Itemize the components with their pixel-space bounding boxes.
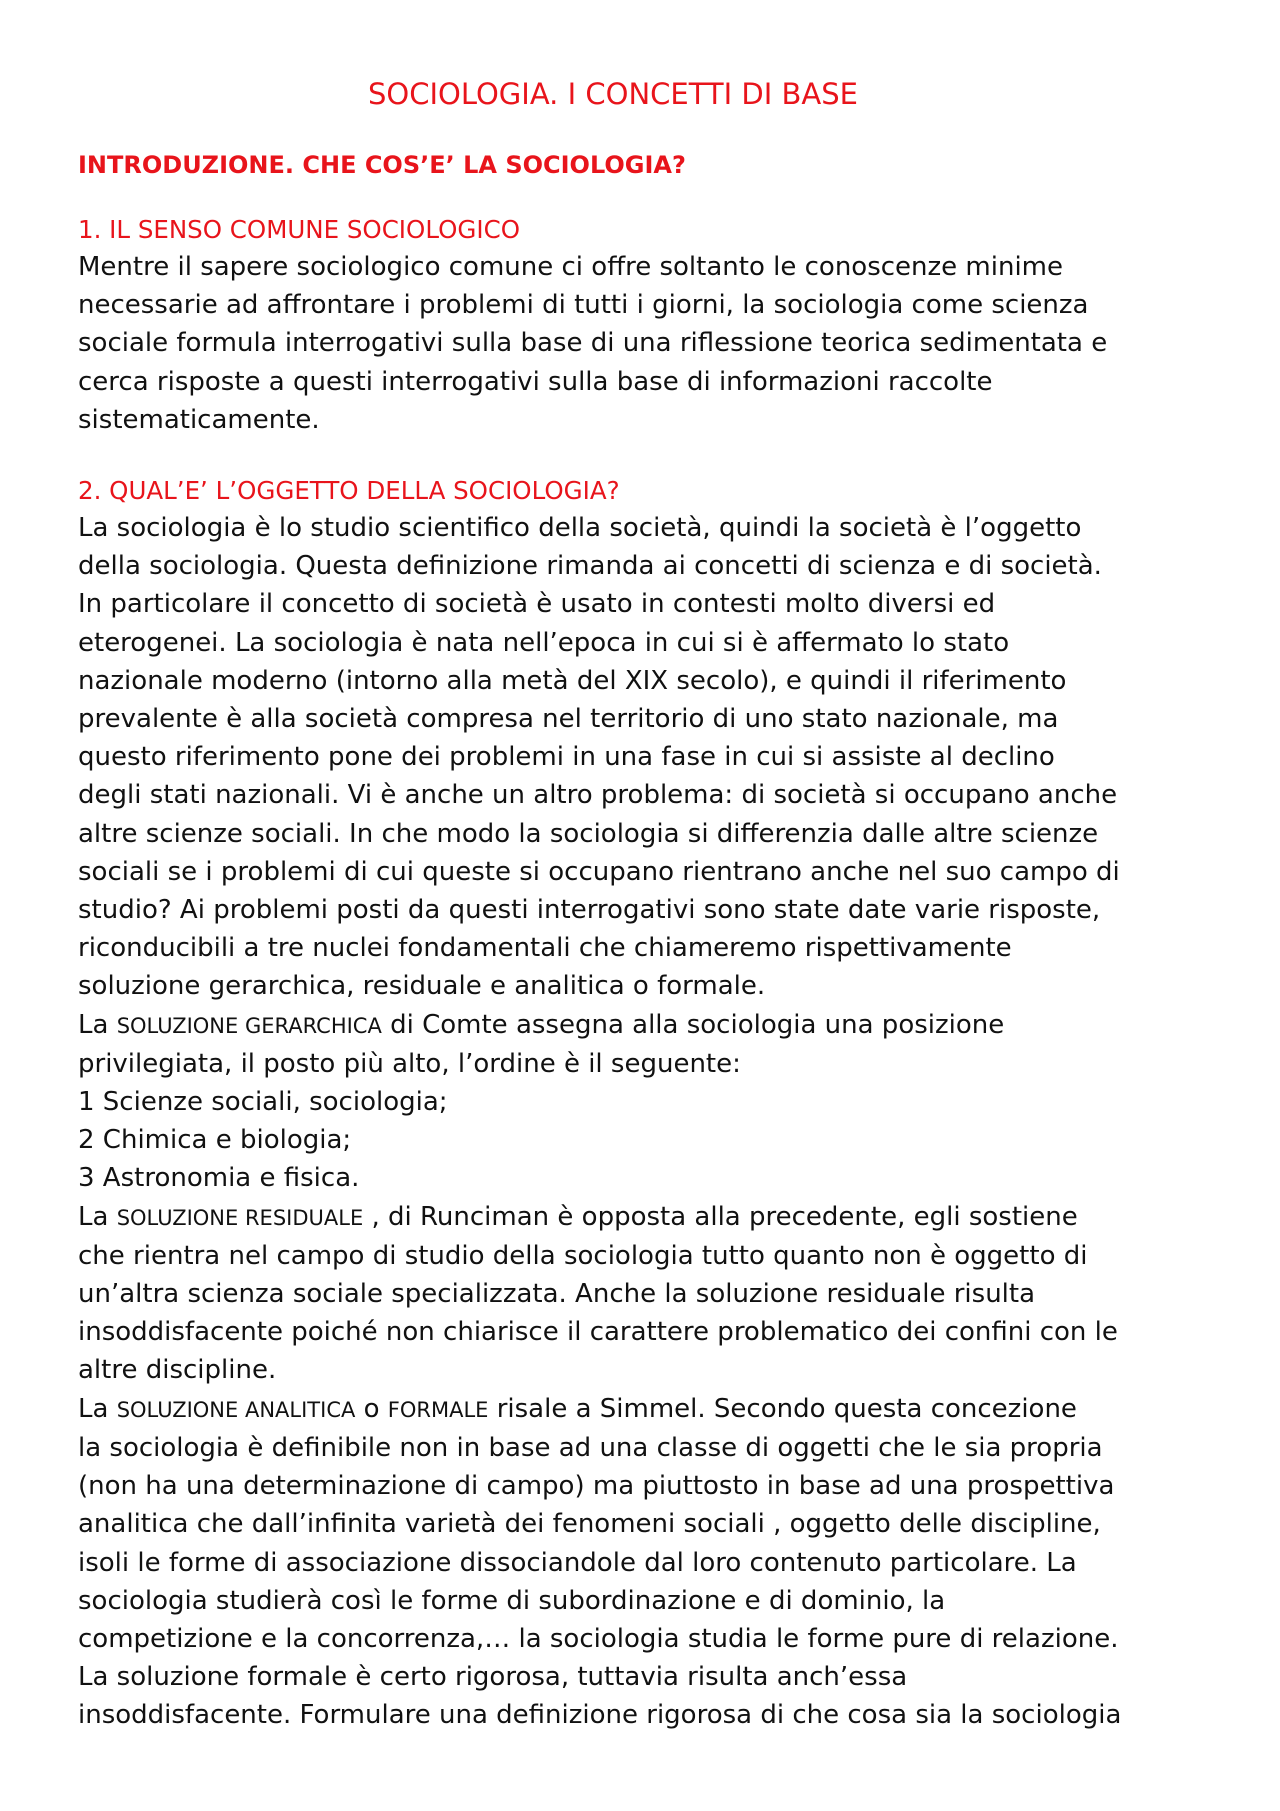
document-page [78, 74, 1218, 1735]
list-item: 1 Scienze sociali, sociologia; [78, 1087, 448, 1118]
section-1-paragraph: Mentre il sapere sociologico comune ci offre soltanto le conoscenze minime necessarie ad affrontare i problemi di tutti i giorni, la sociologia come scienza sociale formula interrogativi sulla base di una riflessione teorica sedimentata e cerca risposte a questi interrogativi sulla base di informazioni raccolte sistematicamente. [78, 252, 1108, 435]
gerarchica-text: di Comte assegna alla sociologia una posizione privilegiata, il posto più alto, l’ordine è il seguente: [78, 1009, 1005, 1079]
residuale-paragraph [78, 1198, 1218, 1390]
analitica-mid: o [355, 1393, 388, 1424]
list-item: 2 Chimica e biologia; [78, 1125, 352, 1156]
residuale-label: SOLUZIONE RESIDUALE [116, 1205, 364, 1230]
document-title: SOCIOLOGIA. I CONCETTI DI BASE [368, 77, 858, 111]
analitica-label: SOLUZIONE ANALITICA [116, 1397, 356, 1422]
residuale-text: , di Runciman è opposta alla precedente, egli sostiene che rientra nel campo di studio della sociologia tutto quanto non è oggetto di un’altra scienza sociale specializzata. Anche la soluzione residuale risulta insoddisfacente poiché non chiarisce il carattere problematico dei confini con le altre discipline. [78, 1201, 1118, 1386]
gerarchica-label: SOLUZIONE GERARCHICA [116, 1013, 382, 1038]
section-2-heading: 2. QUAL’E’ L’OGGETTO DELLA SOCIOLOGIA? [78, 476, 620, 506]
analitica-pre: La [78, 1393, 117, 1424]
gerarchica-paragraph [78, 1006, 1218, 1083]
section-1-heading: 1. IL SENSO COMUNE SOCIOLOGICO [78, 215, 520, 244]
intro-heading: INTRODUZIONE. CHE COS’E’ LA SOCIOLOGIA? [78, 151, 686, 179]
list-item: 3 Astronomia e fisica. [78, 1163, 360, 1194]
analitica-text: risale a Simmel. Secondo questa concezione la sociologia è definibile non in base ad una classe di oggetti che le sia propria (non ha una determinazione di campo) ma piuttosto in base ad una prospettiva analitica che dall’infinita varietà dei fenomeni sociali , oggetto delle discipline, isoli le forme di associazione dissociandole dal loro contenuto particolare. La sociologia studierà così le forme di subordinazione e di dominio, la competizione e la concorrenza,… la sociologia studia le forme pure di relazione. La soluzione formale è certo rigorosa, tuttavia risulta anch’essa insoddisfacente. Formulare una definizione rigorosa di che cosa sia la sociologia [78, 1393, 1122, 1731]
analitica-paragraph [78, 1390, 1218, 1735]
formale-label: FORMALE [387, 1397, 489, 1422]
residuale-pre: La [78, 1201, 117, 1232]
gerarchica-pre: La [78, 1009, 117, 1040]
section-2-paragraph: La sociologia è lo studio scientifico della società, quindi la società è l’oggetto della sociologia. Questa definizione rimanda ai concetti di scienza e di società. In particolare il concetto di società è usato in contesti molto diversi ed eterogenei. La sociologia è nata nell’epoca in cui si è affermato lo stato nazionale moderno (intorno alla metà del XIX secolo), e quindi il riferimento prevalente è alla società compresa nel territorio di uno stato nazionale, ma questo riferimento pone dei problemi in una fase in cui si assiste al declino degli stati nazionali. Vi è anche un altro problema: di società si occupano anche altre scienze sociali. In che modo la sociologia si differenzia dalle altre scienze sociali se i problemi di cui queste si occupano rientrano anche nel suo campo di studio? Ai problemi posti da questi interrogativi sono state date varie risposte, riconducibili a tre nuclei fondamentali che chiameremo rispettivamente soluzione gerarchica, residuale e analitica o formale. [78, 513, 1120, 1002]
